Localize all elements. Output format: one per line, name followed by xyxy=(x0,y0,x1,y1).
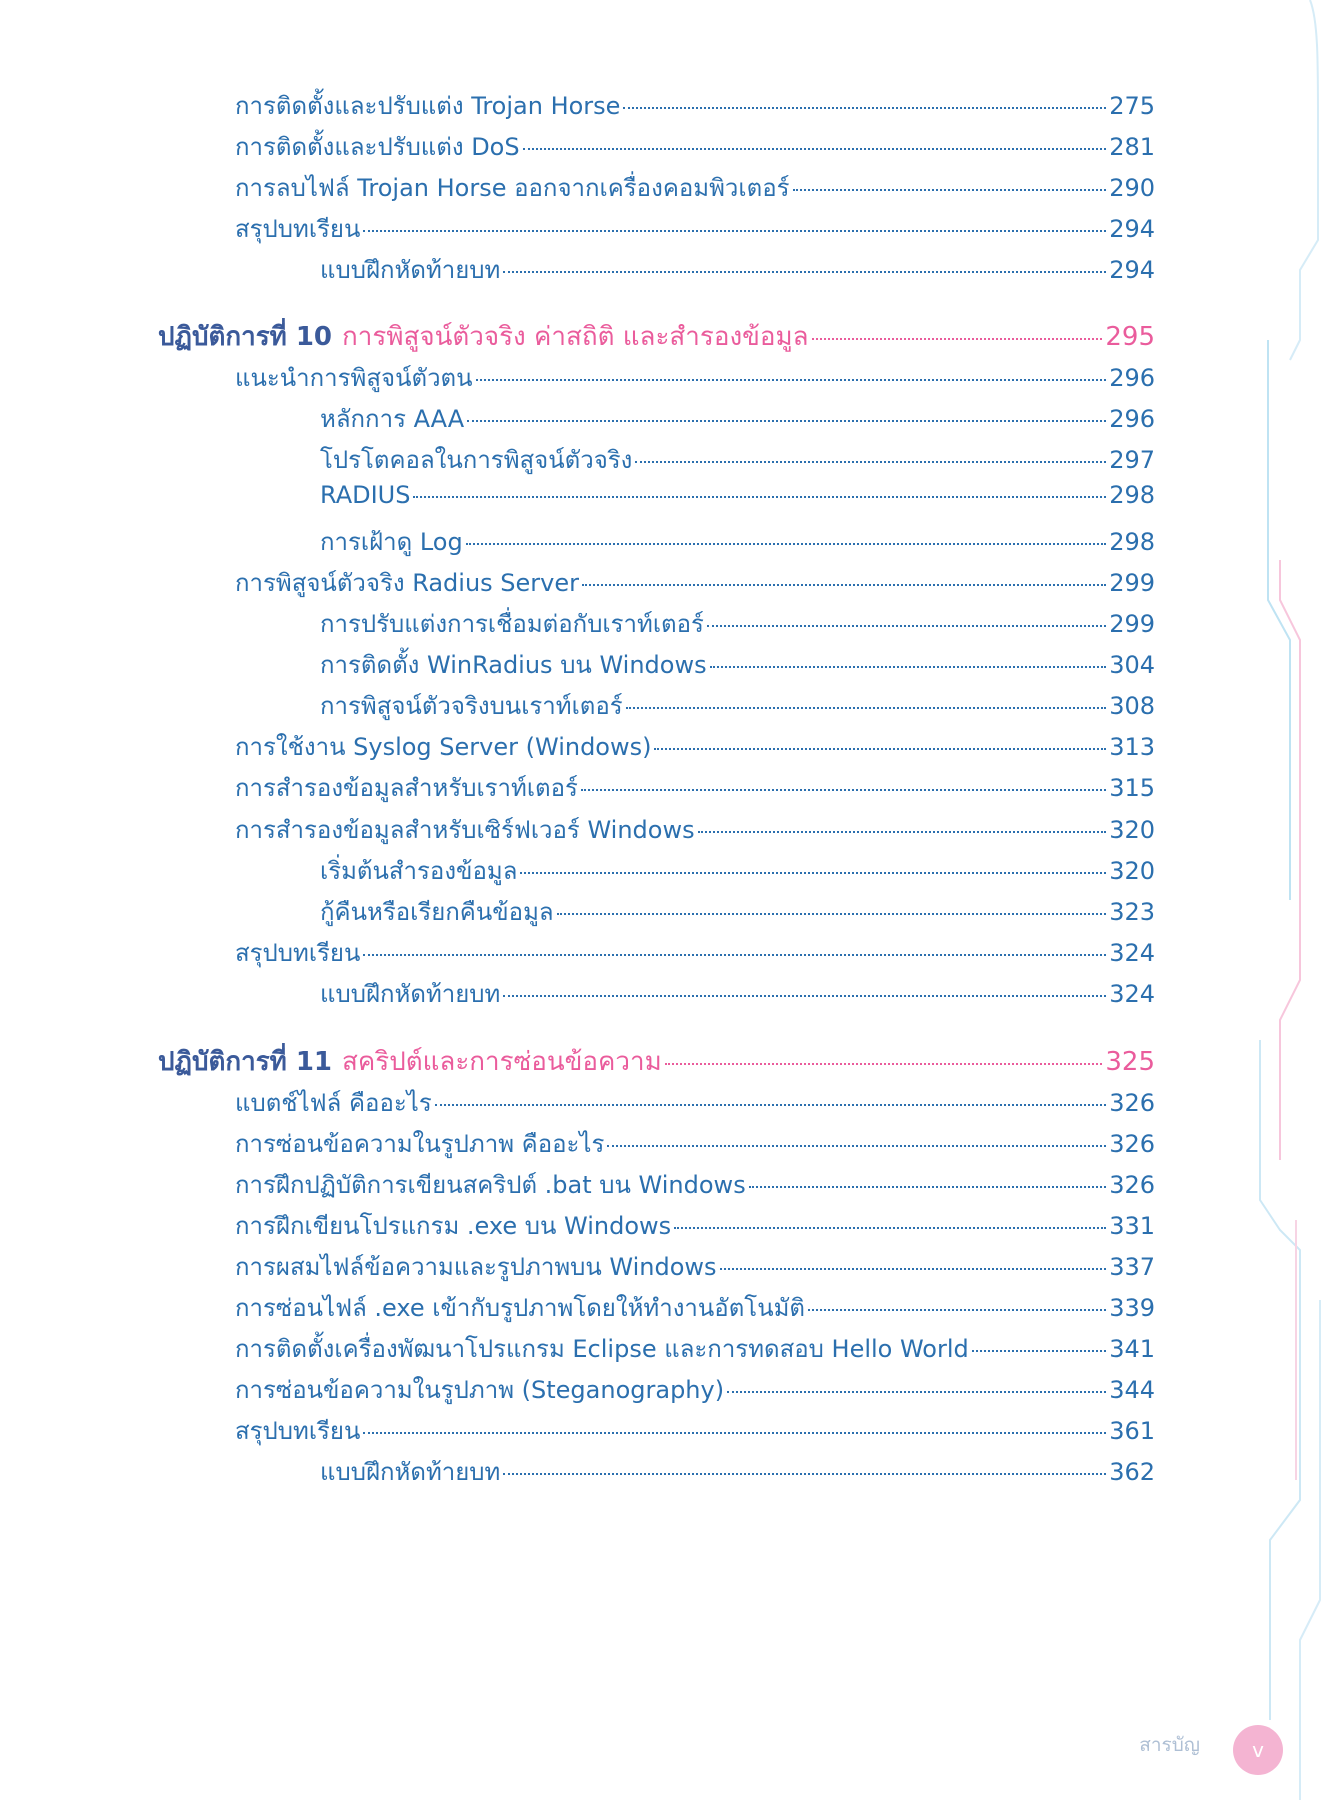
dot-leader xyxy=(503,1473,1106,1475)
toc-entry[interactable] xyxy=(320,1452,1155,1492)
toc-page-number: 296 xyxy=(1109,364,1155,392)
dot-leader xyxy=(749,1186,1106,1188)
toc-page-number: 324 xyxy=(1109,980,1155,1008)
toc-entry-label: การติดตั้งและปรับแต่ง Trojan Horse xyxy=(235,92,621,120)
toc-chapter-heading[interactable] xyxy=(158,316,1155,356)
dot-leader xyxy=(435,1104,1106,1106)
dot-leader xyxy=(635,461,1106,463)
toc-entry[interactable] xyxy=(320,604,1155,644)
toc-entry[interactable] xyxy=(320,440,1155,480)
dot-leader xyxy=(972,1350,1106,1352)
toc-entry-label: การติดตั้ง WinRadius บน Windows xyxy=(320,651,707,679)
toc-entry-label: แบบฝึกหัดท้ายบท xyxy=(320,980,501,1008)
dot-leader xyxy=(720,1268,1107,1270)
chapter-number: ปฏิบัติการที่ 11 xyxy=(158,1047,333,1077)
toc-entry[interactable] xyxy=(235,1288,1155,1328)
dot-leader xyxy=(503,995,1106,997)
dot-leader xyxy=(793,189,1107,191)
toc-entry[interactable] xyxy=(235,563,1155,603)
toc-entry[interactable] xyxy=(320,250,1155,290)
toc-entry[interactable] xyxy=(320,481,1155,521)
toc-entry[interactable] xyxy=(320,522,1155,562)
toc-entry-label: การลบไฟล์ Trojan Horse ออกจากเครื่องคอมพิวเตอร์ xyxy=(235,174,790,202)
toc-page-number: 341 xyxy=(1109,1335,1155,1363)
toc-entry-label: การพิสูจน์ตัวจริงบนเราท์เตอร์ xyxy=(320,692,623,720)
dot-leader xyxy=(503,271,1106,273)
toc-entry[interactable] xyxy=(320,399,1155,439)
toc-entry[interactable] xyxy=(235,1206,1155,1246)
toc-page-number: 315 xyxy=(1109,774,1155,802)
chapter-title: สคริปต์และการซ่อนข้อความ xyxy=(342,1047,662,1077)
dot-leader xyxy=(413,496,1106,498)
toc-page-number: 323 xyxy=(1109,898,1155,926)
toc-entry-label: การสำรองข้อมูลสำหรับเซิร์ฟเวอร์ Windows xyxy=(235,816,695,844)
toc-entry-label: การติดตั้งเครื่องพัฒนาโปรแกรม Eclipse และการทดสอบ Hello World xyxy=(235,1335,969,1363)
toc-page-number: 308 xyxy=(1109,692,1155,720)
toc-entry[interactable] xyxy=(235,86,1155,126)
toc-entry-label: การพิสูจน์ตัวจริง Radius Server xyxy=(235,569,580,597)
toc-entry-label: RADIUS xyxy=(320,481,411,509)
toc-page-number: 304 xyxy=(1109,651,1155,679)
toc-entry[interactable] xyxy=(235,209,1155,249)
toc-entry-label: สรุปบทเรียน xyxy=(235,1417,361,1445)
toc-entry[interactable] xyxy=(320,851,1155,891)
toc-entry[interactable] xyxy=(235,1124,1155,1164)
toc-entry-label: เริ่มต้นสำรองข้อมูล xyxy=(320,857,518,885)
dot-leader xyxy=(698,831,1107,833)
toc-entry[interactable] xyxy=(235,127,1155,167)
toc-entry[interactable] xyxy=(320,645,1155,685)
footer-section-label: สารบัญ xyxy=(1139,1734,1200,1756)
toc-entry-label: หลักการ AAA xyxy=(320,405,465,433)
toc-page-number: 361 xyxy=(1109,1417,1155,1445)
dot-leader xyxy=(626,707,1106,709)
toc-entry[interactable] xyxy=(320,974,1155,1014)
dot-leader xyxy=(808,1309,1106,1311)
dot-leader xyxy=(654,748,1106,750)
toc-page-number: 295 xyxy=(1105,322,1155,352)
toc-entry[interactable] xyxy=(235,168,1155,208)
toc-entry-label: แบบฝึกหัดท้ายบท xyxy=(320,256,501,284)
toc-page-number: 326 xyxy=(1109,1130,1155,1158)
toc-page-number: 339 xyxy=(1109,1294,1155,1322)
toc-entry-label: การเฝ้าดู Log xyxy=(320,528,463,556)
toc-entry-label: การปรับแต่งการเชื่อมต่อกับเราท์เตอร์ xyxy=(320,610,704,638)
toc-entry[interactable] xyxy=(235,810,1155,850)
toc-page-number: 331 xyxy=(1109,1212,1155,1240)
dot-leader xyxy=(623,107,1106,109)
toc-entry-label: การฝึกเขียนโปรแกรม .exe บน Windows xyxy=(235,1212,672,1240)
toc-page-number: 320 xyxy=(1109,857,1155,885)
toc-entry[interactable] xyxy=(235,933,1155,973)
dot-leader xyxy=(665,1063,1103,1065)
toc-entry[interactable] xyxy=(235,1329,1155,1369)
dot-leader xyxy=(727,1391,1106,1393)
toc-page-number: 290 xyxy=(1109,174,1155,202)
toc-page-number: 320 xyxy=(1109,816,1155,844)
dot-leader xyxy=(707,625,1106,627)
toc-page-number: 294 xyxy=(1109,215,1155,243)
dot-leader xyxy=(467,420,1106,422)
toc-entry-label: กู้คืนหรือเรียกคืนข้อมูล xyxy=(320,898,554,926)
chapter-number: ปฏิบัติการที่ 10 xyxy=(158,322,333,352)
toc-page-number: 326 xyxy=(1109,1089,1155,1117)
toc-entry-label: การติดตั้งและปรับแต่ง DoS xyxy=(235,133,520,161)
dot-leader xyxy=(363,954,1106,956)
toc-entry[interactable] xyxy=(235,1247,1155,1287)
toc-entry-label: การฝึกปฏิบัติการเขียนสคริปต์ .bat บน Windows xyxy=(235,1171,746,1199)
toc-page-number: 298 xyxy=(1109,481,1155,509)
toc-page-number: 297 xyxy=(1109,446,1155,474)
toc-page-number: 344 xyxy=(1109,1376,1155,1404)
toc-entry-label: แบบฝึกหัดท้ายบท xyxy=(320,1458,501,1486)
toc-page-number: 313 xyxy=(1109,733,1155,761)
toc-entry-label: สรุปบทเรียน xyxy=(235,215,361,243)
toc-entry-label: การผสมไฟล์ข้อความและรูปภาพบน Windows xyxy=(235,1253,717,1281)
toc-page-number: 296 xyxy=(1109,405,1155,433)
toc-page-number: 299 xyxy=(1109,610,1155,638)
dot-leader xyxy=(523,148,1107,150)
dot-leader xyxy=(557,913,1107,915)
toc-entry-label: แบตช์ไฟล์ คืออะไร xyxy=(235,1089,432,1117)
toc-entry-label: การซ่อนข้อความในรูปภาพ คืออะไร xyxy=(235,1130,605,1158)
toc-chapter-heading[interactable] xyxy=(158,1041,1155,1081)
toc-page-number: 362 xyxy=(1109,1458,1155,1486)
toc-page-number: 337 xyxy=(1109,1253,1155,1281)
toc-entry[interactable] xyxy=(235,768,1155,808)
toc-page-number: 275 xyxy=(1109,92,1155,120)
dot-leader xyxy=(476,379,1107,381)
toc-page-number: 325 xyxy=(1105,1047,1155,1077)
toc-entry[interactable] xyxy=(320,686,1155,726)
dot-leader xyxy=(466,543,1106,545)
dot-leader xyxy=(582,584,1106,586)
chapter-title: การพิสูจน์ตัวจริง ค่าสถิติ และสำรองข้อมูล xyxy=(342,322,809,352)
toc-entry[interactable] xyxy=(235,1083,1155,1123)
toc-entry[interactable] xyxy=(235,1411,1155,1451)
toc-entry[interactable] xyxy=(235,1370,1155,1410)
dot-leader xyxy=(607,1145,1106,1147)
toc-entry[interactable] xyxy=(320,892,1155,932)
toc-page-number: 298 xyxy=(1109,528,1155,556)
dot-leader xyxy=(581,789,1106,791)
toc-entry-label: การซ่อนข้อความในรูปภาพ (Steganography) xyxy=(235,1376,725,1404)
toc-entry-label: การซ่อนไฟล์ .exe เข้ากับรูปภาพโดยให้ทำงานอัตโนมัติ xyxy=(235,1294,806,1322)
dot-leader xyxy=(363,230,1106,232)
dot-leader xyxy=(812,338,1103,340)
page-number-badge: v xyxy=(1233,1725,1283,1775)
toc-entry-label: การสำรองข้อมูลสำหรับเราท์เตอร์ xyxy=(235,774,578,802)
dot-leader xyxy=(520,872,1106,874)
dot-leader xyxy=(363,1432,1106,1434)
toc-page-number: 299 xyxy=(1109,569,1155,597)
dot-leader xyxy=(674,1227,1106,1229)
toc-entry[interactable] xyxy=(235,358,1155,398)
toc-entry[interactable] xyxy=(235,727,1155,767)
toc-entry[interactable] xyxy=(235,1165,1155,1205)
toc-page-number: 324 xyxy=(1109,939,1155,967)
toc-entry-label: สรุปบทเรียน xyxy=(235,939,361,967)
toc-page-number: 281 xyxy=(1109,133,1155,161)
toc-entry-label: โปรโตคอลในการพิสูจน์ตัวจริง xyxy=(320,446,633,474)
toc-page-number: 326 xyxy=(1109,1171,1155,1199)
toc-page-number: 294 xyxy=(1109,256,1155,284)
toc-entry-label: แนะนำการพิสูจน์ตัวตน xyxy=(235,364,473,392)
toc-entry-label: การใช้งาน Syslog Server (Windows) xyxy=(235,733,652,761)
dot-leader xyxy=(710,666,1107,668)
